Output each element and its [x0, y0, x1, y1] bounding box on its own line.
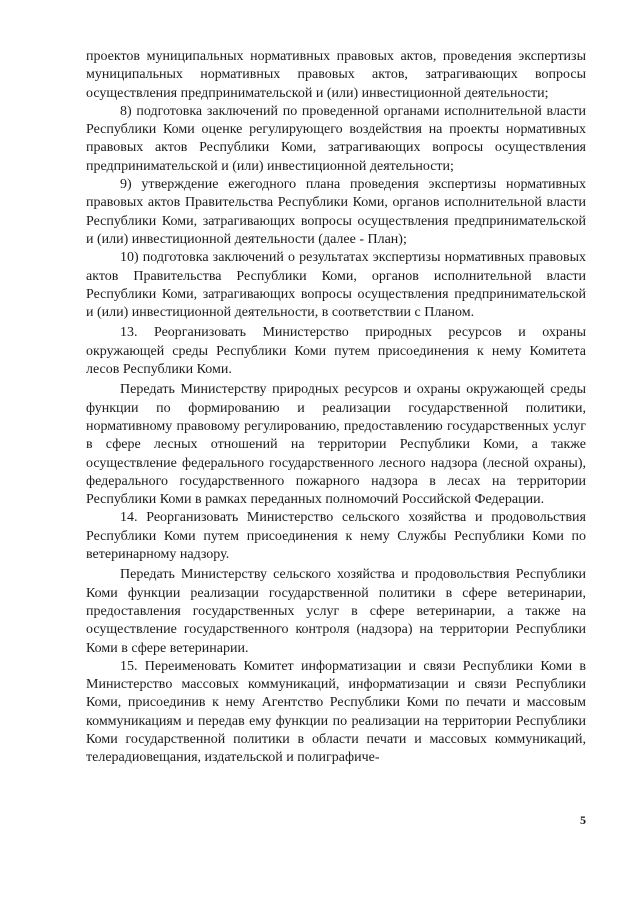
paragraph-item-9: 9) утверждение ежегодного плана проведения экспертизы нормативных правовых актов Правительства Республики Коми, органов исполнительной власти Республики Коми, затрагивающих вопросы осуществления предпринимательской и (или) инвестиционной деятельности (далее - План); [86, 177, 586, 247]
paragraph-item-10: 10) подготовка заключений о результатах экспертизы нормативных правовых актов Правительства Республики Коми, органов исполнительной власти Республики Коми, затрагивающих вопросы осуществления предпринимательской и (или) инвестиционной деятельности, в соответствии с Планом. [86, 250, 586, 321]
paragraph-clause-14-transfer: Передать Министерству сельского хозяйства и продовольствия Республики Коми функции реализации государственной политики в сфере ветеринарии, предоставления государственных услуг в сфере ветеринарии, а также на осуществление государственного контроля (надзора) на территории Республики Коми в сфере ветеринарии. [86, 567, 586, 656]
paragraph-clause-15: 15. Переименовать Комитет информатизации и связи Республики Коми в Министерство массовых коммуникаций, информатизации и связи Республики Коми, присоединив к нему Агентство Республики Коми по печати и массовым коммуникациям и передав ему функции по реализации на территории Республики Коми государственной политики в области печати и массовых коммуникаций, телерадиовещания, издательской и полиграфиче- [86, 658, 586, 766]
page-number: 5 [580, 813, 586, 827]
document-body [86, 48, 586, 768]
paragraph-clause-13-transfer: Передать Министерству природных ресурсов и охраны окружающей среды функции по формированию и реализации государственной политики, нормативному правовому регулированию, предоставлению государственных услуг в сфере лесных отношений на территории Республики Коми, а также осуществление федерального государственного лесного надзора (лесной охраны), федерального государственного пожарного надзора в лесах на территории Республики Коми в рамках переданных полномочий Российской Федерации. [86, 382, 586, 508]
paragraph-item-8: 8) подготовка заключений по проведенной органами исполнительной власти Республики Коми оценке регулирующего воздействия на проекты нормативных правовых актов Республики Коми, затрагивающих вопросы осуществления предпринимательской и (или) инвестиционной деятельности; [86, 103, 586, 174]
paragraph-clause-13: 13. Реорганизовать Министерство природных ресурсов и охраны окружающей среды Республики Коми путем присоединения к нему Комитета лесов Республики Коми. [86, 325, 586, 378]
paragraph-clause-14: 14. Реорганизовать Министерство сельского хозяйства и продовольствия Республики Коми путем присоединения к нему Службы Республики Коми по ветеринарному надзору. [86, 510, 586, 563]
paragraph-continuation: проектов муниципальных нормативных правовых актов, проведения экспертизы муниципальных нормативных правовых актов, затрагивающих вопросы осуществления предпринимательской и (или) инвестиционной деятельности; [86, 49, 586, 101]
